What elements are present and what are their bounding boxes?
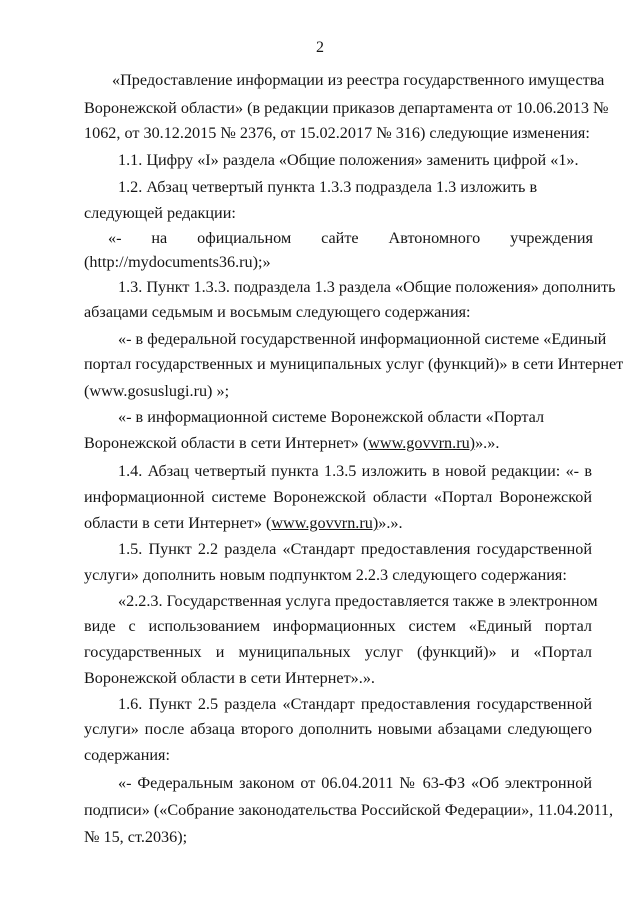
- text-line: «- на официальном сайте Автономного учреждения: [108, 229, 593, 247]
- text-line: «- в федеральной государственной информационной системе «Единый: [118, 330, 607, 348]
- text-line: 1.3. Пункт 1.3.3. подраздела 1.3 раздела «Общие положения» дополнить: [118, 278, 616, 296]
- text-line: 1.6. Пункт 2.5 раздела «Стандарт предоставления государственной: [118, 695, 592, 713]
- text-line: (http://mydocuments36.ru);»: [84, 253, 271, 271]
- text-line: области в сети Интернет» (www.govvrn.ru)».».: [84, 514, 403, 532]
- text-line: подписи» («Собрание законодательства Российской Федерации», 11.04.2011,: [84, 801, 614, 819]
- text-line: (www.gosuslugi.ru) »;: [84, 382, 230, 400]
- text-line: услуги» после абзаца второго дополнить новыми абзацами следующего: [84, 720, 592, 738]
- text-line: информационной системе Воронежской области «Портал Воронежской: [84, 488, 592, 506]
- text-line: следующей редакции:: [84, 204, 236, 222]
- text-line: портал государственных и муниципальных услуг (функций)» в сети Интернет: [84, 355, 624, 373]
- text-line: «- Федеральным законом от 06.04.2011 № 63-ФЗ «Об электронной: [118, 774, 592, 792]
- text-line: виде с использованием информационных систем «Единый портал: [84, 617, 592, 635]
- text-line: государственных и муниципальных услуг (функций)» и «Портал: [84, 643, 592, 661]
- text-line: Воронежской области» (в редакции приказов департамента от 10.06.2013 №: [84, 99, 609, 117]
- text-line: 1.5. Пункт 2.2 раздела «Стандарт предоставления государственной: [118, 540, 592, 558]
- text-line: содержания:: [84, 746, 170, 764]
- text-line: абзацами седьмым и восьмым следующего содержания:: [84, 303, 471, 321]
- text-line: «2.2.3. Государственная услуга предоставляется также в электронном: [118, 592, 598, 610]
- page-number: 2: [316, 39, 324, 56]
- text-line: услуги» дополнить новым подпунктом 2.2.3 следующего содержания:: [84, 566, 567, 584]
- text-line: 1062, от 30.12.2015 № 2376, от 15.02.2017 № 316) следующие изменения:: [84, 124, 590, 142]
- text-line: 1.2. Абзац четвертый пункта 1.3.3 подраздела 1.3 изложить в: [118, 178, 538, 196]
- text-line: Воронежской области в сети Интернет».».: [84, 669, 375, 687]
- text-line: Воронежской области в сети Интернет» (www.govvrn.ru)».».: [84, 434, 500, 452]
- text-line: «- в информационной системе Воронежской области «Портал: [118, 408, 545, 426]
- text-line: № 15, ст.2036);: [84, 828, 188, 846]
- text-line: 1.1. Цифру «I» раздела «Общие положения» заменить цифрой «1».: [118, 151, 579, 169]
- text-line: «Предоставление информации из реестра государственного имущества: [112, 71, 605, 89]
- text-line: 1.4. Абзац четвертый пункта 1.3.5 изложить в новой редакции: «- в: [118, 462, 592, 480]
